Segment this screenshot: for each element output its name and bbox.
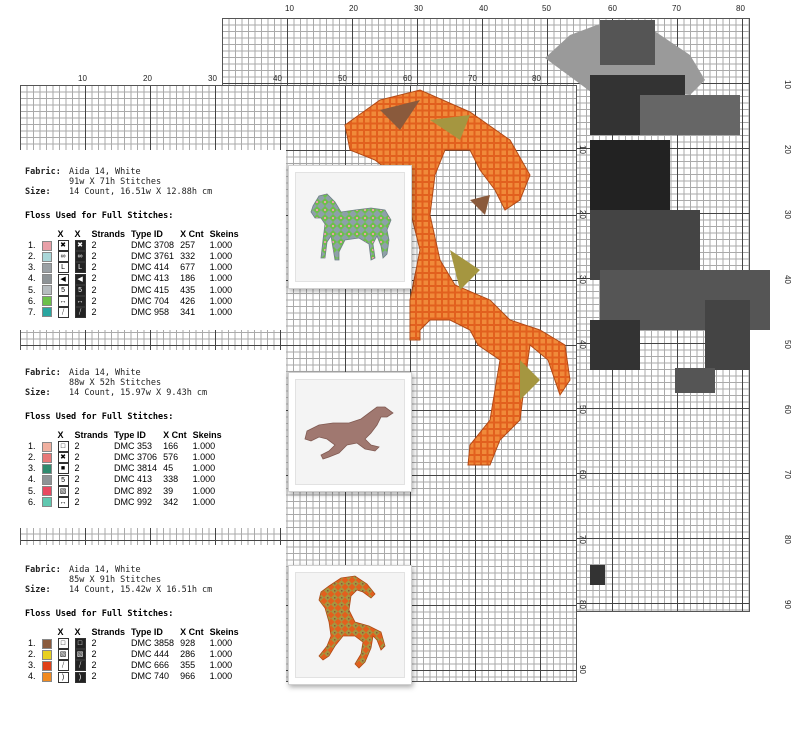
floss-skeins: 1.000 xyxy=(209,649,233,660)
floss-count: 45 xyxy=(163,463,174,474)
stitch-symbol-dark-icon: 5 xyxy=(75,285,86,296)
floss-count: 928 xyxy=(180,638,196,649)
floss-index: 5. xyxy=(28,485,36,496)
stitch-symbol-icon: ▧ xyxy=(58,649,69,660)
floss-strands: 2 xyxy=(91,306,97,317)
floss-index: 2. xyxy=(28,251,36,262)
floss-row xyxy=(25,285,242,296)
floss-strands: 2 xyxy=(74,463,80,474)
ruler-label: 90 xyxy=(578,665,587,674)
floss-index: 4. xyxy=(28,671,36,682)
size-label: Size: xyxy=(25,187,51,197)
floss-index: 3. xyxy=(28,660,36,671)
floss-skeins: 1.000 xyxy=(209,660,233,671)
ruler-label: 90 xyxy=(783,600,792,609)
ruler-label: 70 xyxy=(468,74,477,83)
stitch-symbol-dark-icon: □ xyxy=(75,638,86,649)
floss-row xyxy=(25,474,225,485)
floss-row xyxy=(25,273,242,284)
stitch-symbol-dark-icon: ▧ xyxy=(75,649,86,660)
ruler-label: 10 xyxy=(783,80,792,89)
floss-header xyxy=(25,627,39,638)
floss-row xyxy=(25,296,242,307)
floss-header xyxy=(39,430,55,441)
floss-strands: 2 xyxy=(74,441,80,452)
stitch-symbol-icon: □ xyxy=(58,441,69,452)
ruler-label: 50 xyxy=(783,340,792,349)
stitch-symbol-icon: ) xyxy=(58,672,69,683)
floss-count: 342 xyxy=(163,496,179,507)
floss-index: 4. xyxy=(28,474,36,485)
floss-type: DMC 3761 xyxy=(131,251,175,262)
ruler-label: 80 xyxy=(783,535,792,544)
floss-header: Strands xyxy=(91,627,126,637)
floss-table-1 xyxy=(25,229,242,318)
color-swatch xyxy=(42,453,52,463)
ruler-label: 40 xyxy=(578,340,587,349)
stitch-symbol-icon: ∞ xyxy=(58,251,69,262)
floss-header: Strands xyxy=(91,229,126,239)
floss-type: DMC 892 xyxy=(114,485,153,496)
floss-strands: 2 xyxy=(91,660,97,671)
floss-type: DMC 666 xyxy=(131,660,170,671)
stitch-symbol-icon: L xyxy=(58,262,69,273)
stitch-symbol-icon: ↔ xyxy=(59,297,67,305)
stitch-symbol-dark-icon: ↔ xyxy=(76,297,84,305)
size-label: Size: xyxy=(25,388,51,398)
floss-skeins: 1.000 xyxy=(209,273,233,284)
fabric-label: Fabric: xyxy=(25,167,61,177)
ruler-label: 80 xyxy=(736,4,745,13)
floss-type: DMC 704 xyxy=(131,295,170,306)
preview-frame-2 xyxy=(288,372,412,492)
stitch-symbol-icon: 5 xyxy=(58,285,69,296)
floss-strands: 2 xyxy=(91,251,97,262)
fabric-value: Aida 14, White xyxy=(69,565,141,575)
stitch-symbol-icon: ↔ xyxy=(59,498,67,506)
ruler-label: 30 xyxy=(208,74,217,83)
ruler-label: 50 xyxy=(578,405,587,414)
floss-index: 6. xyxy=(28,496,36,507)
floss-row xyxy=(25,441,225,452)
floss-row xyxy=(25,486,225,497)
floss-row xyxy=(25,251,242,262)
pattern-3-info xyxy=(25,565,287,683)
stitch-symbol-icon: 5 xyxy=(58,475,69,486)
ruler-label: 70 xyxy=(672,4,681,13)
floss-title: Floss Used for Full Stitches: xyxy=(25,211,174,221)
stitch-symbol-icon: ⧸ xyxy=(58,307,69,318)
floss-table-3 xyxy=(25,627,242,683)
floss-table-2 xyxy=(25,430,225,508)
floss-strands: 2 xyxy=(91,262,97,273)
floss-header: X Cnt xyxy=(180,229,204,239)
floss-row xyxy=(25,240,242,251)
stitch-symbol-icon: ▧ xyxy=(58,486,69,497)
floss-row xyxy=(25,463,225,474)
floss-header: X xyxy=(74,627,81,637)
floss-count: 576 xyxy=(163,452,179,463)
floss-count: 257 xyxy=(180,240,196,251)
floss-skeins: 1.000 xyxy=(209,306,233,317)
floss-skeins: 1.000 xyxy=(209,262,233,273)
floss-count: 677 xyxy=(180,262,196,273)
stitches-value: 85w X 91h Stitches xyxy=(69,575,162,585)
floss-type: DMC 3708 xyxy=(131,240,175,251)
floss-count: 332 xyxy=(180,251,196,262)
floss-index: 1. xyxy=(28,441,36,452)
ruler-label: 40 xyxy=(273,74,282,83)
floss-title: Floss Used for Full Stitches: xyxy=(25,609,174,619)
stitch-symbol-dark-icon: ◀ xyxy=(75,274,86,285)
floss-row xyxy=(25,307,242,318)
floss-header-row xyxy=(25,430,225,441)
color-swatch xyxy=(42,475,52,485)
ruler-label: 50 xyxy=(338,74,347,83)
floss-header: Type ID xyxy=(131,627,163,637)
floss-count: 355 xyxy=(180,660,196,671)
preview-frame-3 xyxy=(288,565,412,685)
ruler-label: 20 xyxy=(349,4,358,13)
floss-strands: 2 xyxy=(91,240,97,251)
pattern-2-info xyxy=(25,368,287,508)
floss-header: X xyxy=(57,627,64,637)
ruler-label: 10 xyxy=(285,4,294,13)
floss-header xyxy=(39,627,55,638)
floss-type: DMC 353 xyxy=(114,441,153,452)
color-swatch xyxy=(42,296,52,306)
ruler-label: 60 xyxy=(403,74,412,83)
stitch-symbol-icon: ✖ xyxy=(58,240,69,251)
floss-count: 186 xyxy=(180,273,196,284)
floss-count: 426 xyxy=(180,295,196,306)
floss-index: 3. xyxy=(28,262,36,273)
floss-row xyxy=(25,660,242,671)
ruler-label: 20 xyxy=(578,210,587,219)
stitch-symbol-dark-icon: ∞ xyxy=(75,251,86,262)
floss-type: DMC 413 xyxy=(114,474,153,485)
floss-count: 341 xyxy=(180,306,196,317)
ruler-label: 70 xyxy=(578,535,587,544)
floss-type: DMC 958 xyxy=(131,306,170,317)
floss-index: 6. xyxy=(28,295,36,306)
floss-strands: 2 xyxy=(74,496,80,507)
floss-type: DMC 415 xyxy=(131,284,170,295)
fabric-value: Aida 14, White xyxy=(69,368,141,378)
floss-header-row xyxy=(25,627,242,638)
floss-header: Skeins xyxy=(192,430,222,440)
floss-strands: 2 xyxy=(91,295,97,306)
size-value: 14 Count, 15.97w X 9.43h cm xyxy=(69,388,208,398)
stitch-symbol-dark-icon: ) xyxy=(75,672,86,683)
ruler-label: 50 xyxy=(542,4,551,13)
color-swatch xyxy=(42,252,52,262)
color-swatch xyxy=(42,285,52,295)
size-label: Size: xyxy=(25,585,51,595)
floss-skeins: 1.000 xyxy=(192,463,216,474)
floss-type: DMC 413 xyxy=(131,273,170,284)
stitch-symbol-dark-icon: ⧸ xyxy=(75,660,86,671)
floss-header: X Cnt xyxy=(180,627,204,637)
floss-type: DMC 3858 xyxy=(131,638,175,649)
floss-header: Type ID xyxy=(131,229,163,239)
floss-type: DMC 3706 xyxy=(114,452,158,463)
floss-skeins: 1.000 xyxy=(209,295,233,306)
color-swatch xyxy=(42,307,52,317)
floss-skeins: 1.000 xyxy=(192,474,216,485)
floss-strands: 2 xyxy=(91,284,97,295)
horse-standing-icon xyxy=(289,166,411,288)
stitch-symbol-dark-icon: ⧸ xyxy=(75,307,86,318)
floss-header-row xyxy=(25,229,242,240)
floss-header xyxy=(25,430,39,441)
floss-type: DMC 414 xyxy=(131,262,170,273)
floss-count: 39 xyxy=(163,485,174,496)
color-swatch xyxy=(42,464,52,474)
stitch-symbol-icon: ⧸ xyxy=(58,660,69,671)
ruler-label: 80 xyxy=(532,74,541,83)
floss-index: 1. xyxy=(28,240,36,251)
fabric-label: Fabric: xyxy=(25,565,61,575)
floss-row xyxy=(25,671,242,682)
floss-header: Skeins xyxy=(209,627,239,637)
floss-header: X xyxy=(57,229,64,239)
floss-index: 1. xyxy=(28,638,36,649)
floss-skeins: 1.000 xyxy=(209,671,233,682)
color-swatch xyxy=(42,650,52,660)
fabric-label: Fabric: xyxy=(25,368,61,378)
stitch-symbol-dark-icon: L xyxy=(75,262,86,273)
floss-index: 2. xyxy=(28,649,36,660)
floss-strands: 2 xyxy=(91,273,97,284)
floss-header: X xyxy=(74,229,81,239)
floss-skeins: 1.000 xyxy=(209,638,233,649)
floss-header: X xyxy=(57,430,64,440)
floss-index: 7. xyxy=(28,306,36,317)
floss-skeins: 1.000 xyxy=(192,496,216,507)
ruler-label: 80 xyxy=(578,600,587,609)
floss-index: 5. xyxy=(28,284,36,295)
stitch-symbol-icon: ■ xyxy=(58,463,69,474)
floss-header xyxy=(25,229,39,240)
color-swatch xyxy=(42,661,52,671)
floss-type: DMC 740 xyxy=(131,671,170,682)
color-swatch xyxy=(42,274,52,284)
ruler-label: 60 xyxy=(578,470,587,479)
floss-header: Strands xyxy=(74,430,109,440)
ruler-label: 10 xyxy=(578,145,587,154)
floss-header: Skeins xyxy=(209,229,239,239)
stitches-value: 88w X 52h Stitches xyxy=(69,378,162,388)
ruler-label: 20 xyxy=(783,145,792,154)
floss-row xyxy=(25,452,225,463)
floss-skeins: 1.000 xyxy=(209,240,233,251)
floss-row xyxy=(25,262,242,273)
color-swatch xyxy=(42,672,52,682)
color-swatch xyxy=(42,442,52,452)
floss-count: 966 xyxy=(180,671,196,682)
floss-skeins: 1.000 xyxy=(209,251,233,262)
floss-type: DMC 3814 xyxy=(114,463,158,474)
floss-header: Type ID xyxy=(114,430,146,440)
floss-skeins: 1.000 xyxy=(192,441,216,452)
floss-strands: 2 xyxy=(74,452,80,463)
floss-strands: 2 xyxy=(74,485,80,496)
size-value: 14 Count, 16.51w X 12.88h cm xyxy=(69,187,213,197)
ruler-label: 10 xyxy=(78,74,87,83)
floss-row xyxy=(25,649,242,660)
stitch-symbol-icon: □ xyxy=(58,638,69,649)
floss-skeins: 1.000 xyxy=(209,284,233,295)
floss-index: 2. xyxy=(28,452,36,463)
color-swatch xyxy=(42,263,52,273)
ruler-label: 30 xyxy=(414,4,423,13)
floss-count: 286 xyxy=(180,649,196,660)
ruler-label: 30 xyxy=(783,210,792,219)
ruler-label: 70 xyxy=(783,470,792,479)
stitch-symbol-icon: ◀ xyxy=(58,274,69,285)
ruler-label: 20 xyxy=(143,74,152,83)
floss-header xyxy=(39,229,55,240)
horse-rearing-icon xyxy=(289,566,411,684)
floss-title: Floss Used for Full Stitches: xyxy=(25,412,174,422)
stitch-symbol-icon: ✖ xyxy=(58,452,69,463)
floss-header: X Cnt xyxy=(163,430,187,440)
floss-count: 338 xyxy=(163,474,179,485)
ruler-label: 30 xyxy=(578,275,587,284)
floss-type: DMC 444 xyxy=(131,649,170,660)
floss-row xyxy=(25,638,242,649)
fabric-value: Aida 14, White xyxy=(69,167,141,177)
pattern-1-info xyxy=(25,167,287,318)
color-swatch xyxy=(42,486,52,496)
floss-skeins: 1.000 xyxy=(192,452,216,463)
ruler-label: 40 xyxy=(479,4,488,13)
stitch-symbol-dark-icon: ✖ xyxy=(75,240,86,251)
color-swatch xyxy=(42,241,52,251)
floss-index: 3. xyxy=(28,463,36,474)
ruler-label: 60 xyxy=(608,4,617,13)
floss-strands: 2 xyxy=(74,474,80,485)
floss-strands: 2 xyxy=(91,671,97,682)
floss-row xyxy=(25,497,225,508)
floss-strands: 2 xyxy=(91,638,97,649)
floss-count: 166 xyxy=(163,441,179,452)
floss-skeins: 1.000 xyxy=(192,485,216,496)
floss-count: 435 xyxy=(180,284,196,295)
floss-strands: 2 xyxy=(91,649,97,660)
size-value: 14 Count, 15.42w X 16.51h cm xyxy=(69,585,213,595)
ruler-label: 40 xyxy=(783,275,792,284)
horse-running-icon xyxy=(289,373,411,491)
floss-index: 4. xyxy=(28,273,36,284)
color-swatch xyxy=(42,639,52,649)
ruler-label: 60 xyxy=(783,405,792,414)
stitches-value: 91w X 71h Stitches xyxy=(69,177,162,187)
preview-frame-1 xyxy=(288,165,412,289)
floss-type: DMC 992 xyxy=(114,496,153,507)
color-swatch xyxy=(42,497,52,507)
